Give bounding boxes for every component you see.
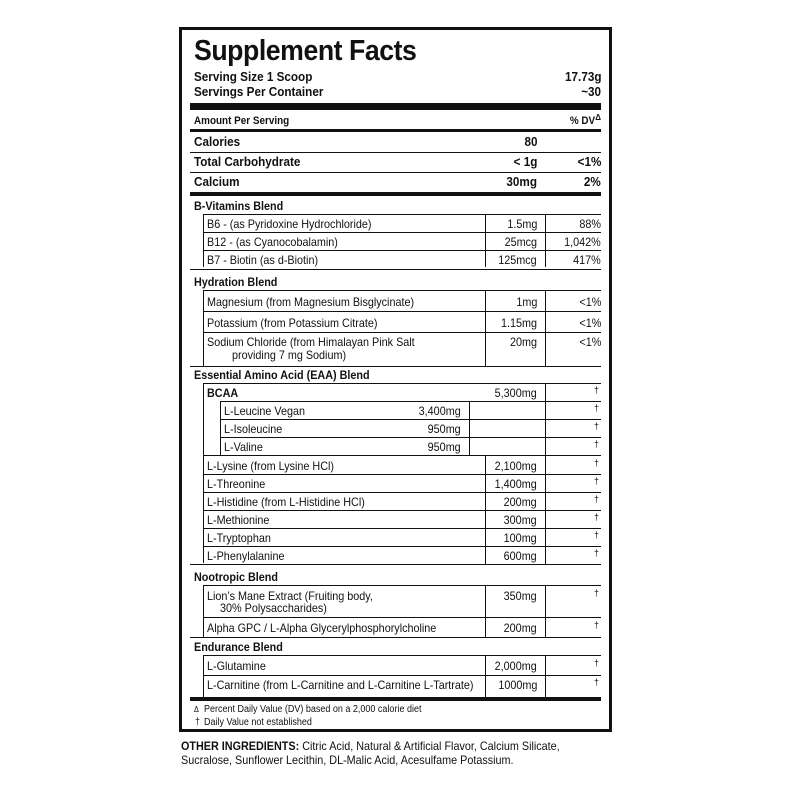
b-vitamins-title: B-Vitamins Blend: [194, 199, 284, 213]
divider: [190, 172, 601, 173]
lions-mane-dv: †: [593, 588, 599, 598]
carbohydrate-amount: < 1g: [513, 154, 537, 169]
histidine-amount: 200mg: [503, 495, 537, 509]
thick-divider: [190, 103, 601, 110]
column-rule: [545, 290, 546, 366]
tryptophan-label: L-Tryptophan: [207, 531, 271, 545]
divider: [203, 232, 601, 233]
lysine-amount: 2,100mg: [494, 459, 537, 473]
leucine-label: L-Leucine Vegan: [224, 404, 306, 418]
bcaa-dv: †: [593, 385, 599, 395]
carbohydrate-label: Total Carbohydrate: [194, 154, 301, 169]
divider: [190, 637, 601, 638]
indent-rule: [203, 585, 204, 637]
carnitine-amount: 1000mg: [497, 678, 537, 692]
isoleucine-amount: 950mg: [427, 422, 461, 436]
divider: [203, 474, 601, 475]
column-rule: [485, 585, 486, 637]
divider: [190, 152, 601, 153]
carnitine-dv: †: [593, 677, 599, 687]
dagger-footnote: Daily Value not established: [204, 717, 312, 728]
valine-dv: †: [593, 439, 599, 449]
thick-divider: [190, 192, 601, 196]
divider: [220, 419, 601, 420]
lysine-label: L-Lysine (from Lysine HCl): [207, 459, 335, 473]
column-rule: [545, 655, 546, 697]
lions-mane-label: Lion’s Mane Extract (Fruiting body,: [207, 589, 373, 603]
serving-size-value: 17.73g: [564, 69, 601, 84]
page-title: Supplement Facts: [194, 35, 417, 67]
other-ingredients: [181, 739, 604, 767]
phenylalanine-amount: 600mg: [503, 549, 537, 563]
glutamine-label: L-Glutamine: [207, 659, 266, 673]
thick-divider: [190, 697, 601, 701]
indent-rule: [203, 655, 204, 697]
magnesium-dv: <1%: [579, 295, 601, 309]
alpha-gpc-label: Alpha GPC / L-Alpha Glycerylphosphorylcholine: [207, 621, 437, 635]
indent-rule: [203, 214, 204, 267]
bcaa-label: BCAA: [207, 386, 239, 400]
b7-label: B7 - Biotin (as d-Biotin): [207, 253, 319, 267]
isoleucine-dv: †: [593, 421, 599, 431]
dv-footnote-symbol: Δ: [194, 705, 199, 714]
tryptophan-amount: 100mg: [503, 531, 537, 545]
column-rule: [485, 655, 486, 697]
column-rule: [545, 383, 546, 564]
indent-rule: [203, 290, 204, 366]
threonine-amount: 1,400mg: [494, 477, 537, 491]
b6-dv: 88%: [579, 217, 601, 231]
eaa-title: Essential Amino Acid (EAA) Blend: [194, 368, 370, 382]
methionine-amount: 300mg: [503, 513, 537, 527]
divider: [203, 492, 601, 493]
b12-dv: 1,042%: [564, 235, 601, 249]
divider: [203, 214, 601, 215]
sodium-amount: 20mg: [509, 335, 537, 349]
threonine-dv: †: [593, 476, 599, 486]
endurance-title: Endurance Blend: [194, 640, 283, 654]
magnesium-amount: 1mg: [515, 295, 537, 309]
other-ingredients-text: Citric Acid, Natural & Artificial Flavor, Calcium Silicate, Sucralose, Sunflower Lecithin, DL-Malic Acid, Acesulfame Potassium.: [181, 739, 560, 767]
indent-rule: [220, 401, 221, 455]
carnitine-label: L-Carnitine (from L-Carnitine and L-Carnitine L-Tartrate): [207, 678, 474, 692]
potassium-amount: 1.15mg: [500, 316, 537, 330]
alpha-gpc-amount: 200mg: [503, 621, 537, 635]
b12-amount: 25mcg: [504, 235, 537, 249]
leucine-dv: †: [593, 403, 599, 413]
divider: [203, 383, 601, 384]
dv-header: % DV: [569, 115, 595, 127]
divider: [203, 250, 601, 251]
b12-label: B12 - (as Cyanocobalamin): [207, 235, 338, 249]
divider: [190, 269, 601, 270]
carbohydrate-dv: <1%: [577, 154, 601, 169]
dv-footnote: Percent Daily Value (DV) based on a 2,000 calorie diet: [204, 704, 422, 715]
divider: [203, 510, 601, 511]
isoleucine-label: L-Isoleucine: [224, 422, 283, 436]
nootropic-title: Nootropic Blend: [194, 570, 278, 584]
phenylalanine-label: L-Phenylalanine: [207, 549, 285, 563]
histidine-dv: †: [593, 494, 599, 504]
divider: [203, 546, 601, 547]
lions-mane-amount: 350mg: [503, 589, 537, 603]
indent-rule: [203, 383, 204, 563]
histidine-label: L-Histidine (from L-Histidine HCl): [207, 495, 365, 509]
divider: [190, 129, 601, 132]
b6-amount: 1.5mg: [506, 217, 537, 231]
dv-symbol: Δ: [595, 113, 601, 122]
divider: [203, 528, 601, 529]
serving-size-label: Serving Size 1 Scoop: [194, 69, 313, 84]
divider: [190, 366, 601, 367]
calories-amount: 80: [523, 134, 537, 149]
methionine-label: L-Methionine: [207, 513, 270, 527]
servings-value: ~30: [581, 84, 601, 99]
methionine-dv: †: [593, 512, 599, 522]
divider: [203, 617, 601, 618]
potassium-label: Potassium (from Potassium Citrate): [207, 316, 378, 330]
column-rule: [545, 214, 546, 267]
b7-amount: 125mcg: [498, 253, 537, 267]
divider: [220, 401, 601, 402]
divider: [203, 655, 601, 656]
glutamine-dv: †: [593, 658, 599, 668]
supplement-facts-panel: [179, 27, 612, 732]
column-rule: [469, 401, 470, 455]
divider: [220, 437, 601, 438]
magnesium-label: Magnesium (from Magnesium Bisglycinate): [207, 295, 415, 309]
calcium-dv: 2%: [584, 174, 601, 189]
sodium-dv: <1%: [579, 335, 601, 349]
calories-label: Calories: [194, 134, 241, 149]
sodium-label-line2: providing 7 mg Sodium): [232, 348, 347, 362]
glutamine-amount: 2,000mg: [494, 659, 537, 673]
divider: [190, 564, 601, 565]
alpha-gpc-dv: †: [593, 620, 599, 630]
divider: [203, 675, 601, 676]
column-rule: [545, 585, 546, 637]
divider: [203, 585, 601, 586]
divider: [203, 311, 601, 312]
sodium-label: Sodium Chloride (from Himalayan Pink Salt: [207, 335, 415, 349]
column-rule: [485, 455, 486, 564]
potassium-dv: <1%: [579, 316, 601, 330]
column-rule: [485, 214, 486, 267]
lions-mane-label-line2: 30% Polysaccharides): [220, 601, 327, 615]
hydration-title: Hydration Blend: [194, 275, 278, 289]
valine-label: L-Valine: [224, 440, 263, 454]
leucine-amount: 3,400mg: [418, 404, 461, 418]
calcium-label: Calcium: [194, 174, 240, 189]
column-rule: [485, 290, 486, 366]
calcium-amount: 30mg: [506, 174, 537, 189]
b6-label: B6 - (as Pyridoxine Hydrochloride): [207, 217, 372, 231]
amount-per-serving-header: Amount Per Serving: [194, 115, 290, 127]
valine-amount: 950mg: [427, 440, 461, 454]
threonine-label: L-Threonine: [207, 477, 266, 491]
servings-label: Servings Per Container: [194, 84, 324, 99]
other-ingredients-label: OTHER INGREDIENTS:: [181, 739, 300, 753]
dagger-footnote-symbol: †: [195, 717, 201, 728]
divider: [203, 455, 601, 456]
divider: [203, 332, 601, 333]
tryptophan-dv: †: [593, 530, 599, 540]
lysine-dv: †: [593, 458, 599, 468]
divider: [203, 290, 601, 291]
phenylalanine-dv: †: [593, 548, 599, 558]
b7-dv: 417%: [573, 253, 601, 267]
bcaa-amount: 5,300mg: [494, 386, 537, 400]
